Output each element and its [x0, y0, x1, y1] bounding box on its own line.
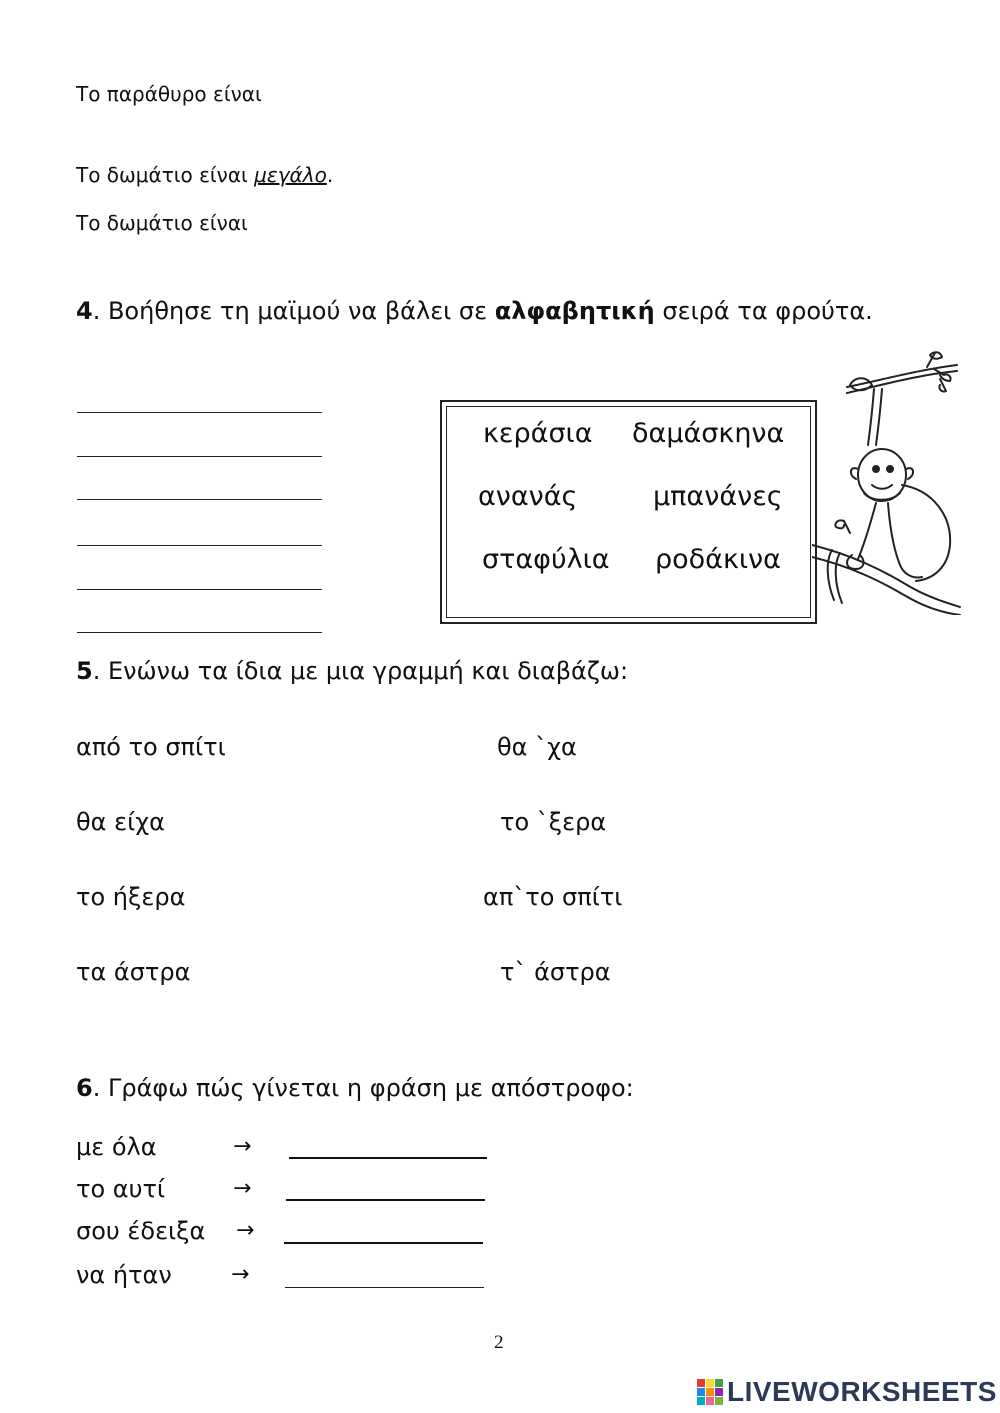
q6-number: 6 — [76, 1074, 93, 1102]
q4-bold-word: αλφαβητική — [494, 297, 655, 325]
match-right-item[interactable]: τ` άστρα — [500, 958, 611, 986]
brand-logo — [697, 1374, 997, 1410]
sentence-window: Το παράθυρο είναι — [76, 82, 262, 106]
monkey-body — [902, 485, 950, 581]
page-number: 2 — [494, 1332, 504, 1353]
logo-tile — [697, 1388, 705, 1396]
answer-line[interactable] — [77, 412, 322, 413]
match-left-item[interactable]: θα είχα — [76, 808, 165, 836]
sentence-room-big-suffix: . — [326, 163, 334, 187]
match-right-item[interactable]: θα `χα — [497, 733, 577, 761]
logo-tile — [706, 1397, 714, 1405]
sentence-room: Το δωμάτιο είναι — [76, 211, 248, 235]
q4-text-before: . Βοήθησε τη μαϊμού να βάλει σε — [92, 297, 495, 325]
brand-name: LIVEWORKSHEETS — [727, 1376, 997, 1407]
fruit-word: σταφύλια — [482, 544, 610, 575]
logo-tile — [715, 1379, 723, 1387]
match-left-item[interactable]: το ήξερα — [76, 883, 186, 911]
answer-line[interactable] — [284, 1242, 483, 1244]
q5-number: 5 — [76, 657, 93, 685]
q5-text: . Ενώνω τα ίδια με μια γραμμή και διαβάζω: — [92, 657, 629, 685]
fruit-word: ανανάς — [478, 481, 578, 512]
q6-text: . Γράφω πώς γίνεται η φράση με απόστροφο: — [92, 1074, 634, 1102]
fruit-word: μπανάνες — [653, 481, 783, 512]
answer-line[interactable] — [77, 456, 322, 457]
answer-line[interactable] — [289, 1157, 487, 1159]
phrase-item: με όλα — [76, 1133, 157, 1161]
liveworksheets-logo-icon — [697, 1379, 723, 1405]
q6-heading — [76, 1074, 634, 1102]
match-left-item[interactable]: τα άστρα — [76, 958, 191, 986]
match-right-item[interactable]: απ`το σπίτι — [483, 883, 623, 911]
fruit-word: ροδάκινα — [655, 544, 781, 575]
arrow-right-icon: → — [236, 1218, 255, 1243]
arrow-right-icon: → — [233, 1176, 252, 1201]
logo-tile — [697, 1397, 705, 1405]
answer-line[interactable] — [77, 632, 322, 633]
phrase-item: σου έδειξα — [76, 1217, 206, 1245]
monkey-icon — [812, 345, 962, 615]
underlined-word: μεγάλο — [254, 163, 327, 187]
fruit-word: δαμάσκηνα — [632, 418, 785, 449]
logo-tile — [706, 1388, 714, 1396]
branch-bottom — [812, 545, 960, 607]
logo-tile — [706, 1379, 714, 1387]
sentence-room-big — [76, 163, 333, 187]
q4-text-after: σειρά τα φρούτα. — [654, 297, 873, 325]
q4-number: 4 — [76, 297, 93, 325]
match-right-item[interactable]: το `ξερα — [500, 808, 607, 836]
answer-line[interactable] — [77, 499, 322, 500]
answer-line[interactable] — [77, 589, 322, 590]
phrase-item: το αυτί — [76, 1175, 166, 1203]
answer-line[interactable] — [77, 545, 322, 546]
sentence-room-big-prefix: Το δωμάτιο είναι — [76, 163, 255, 187]
q4-heading — [76, 297, 873, 325]
q5-heading — [76, 657, 628, 685]
logo-tile — [715, 1397, 723, 1405]
arrow-right-icon: → — [233, 1134, 252, 1159]
match-left-item[interactable]: από το σπίτι — [76, 733, 226, 761]
logo-tile — [697, 1379, 705, 1387]
answer-line[interactable] — [285, 1287, 484, 1288]
answer-line[interactable] — [286, 1199, 485, 1201]
logo-tile — [715, 1388, 723, 1396]
phrase-item: να ήταν — [76, 1261, 172, 1289]
arrow-right-icon: → — [231, 1262, 250, 1287]
fruit-word: κεράσια — [483, 418, 593, 449]
